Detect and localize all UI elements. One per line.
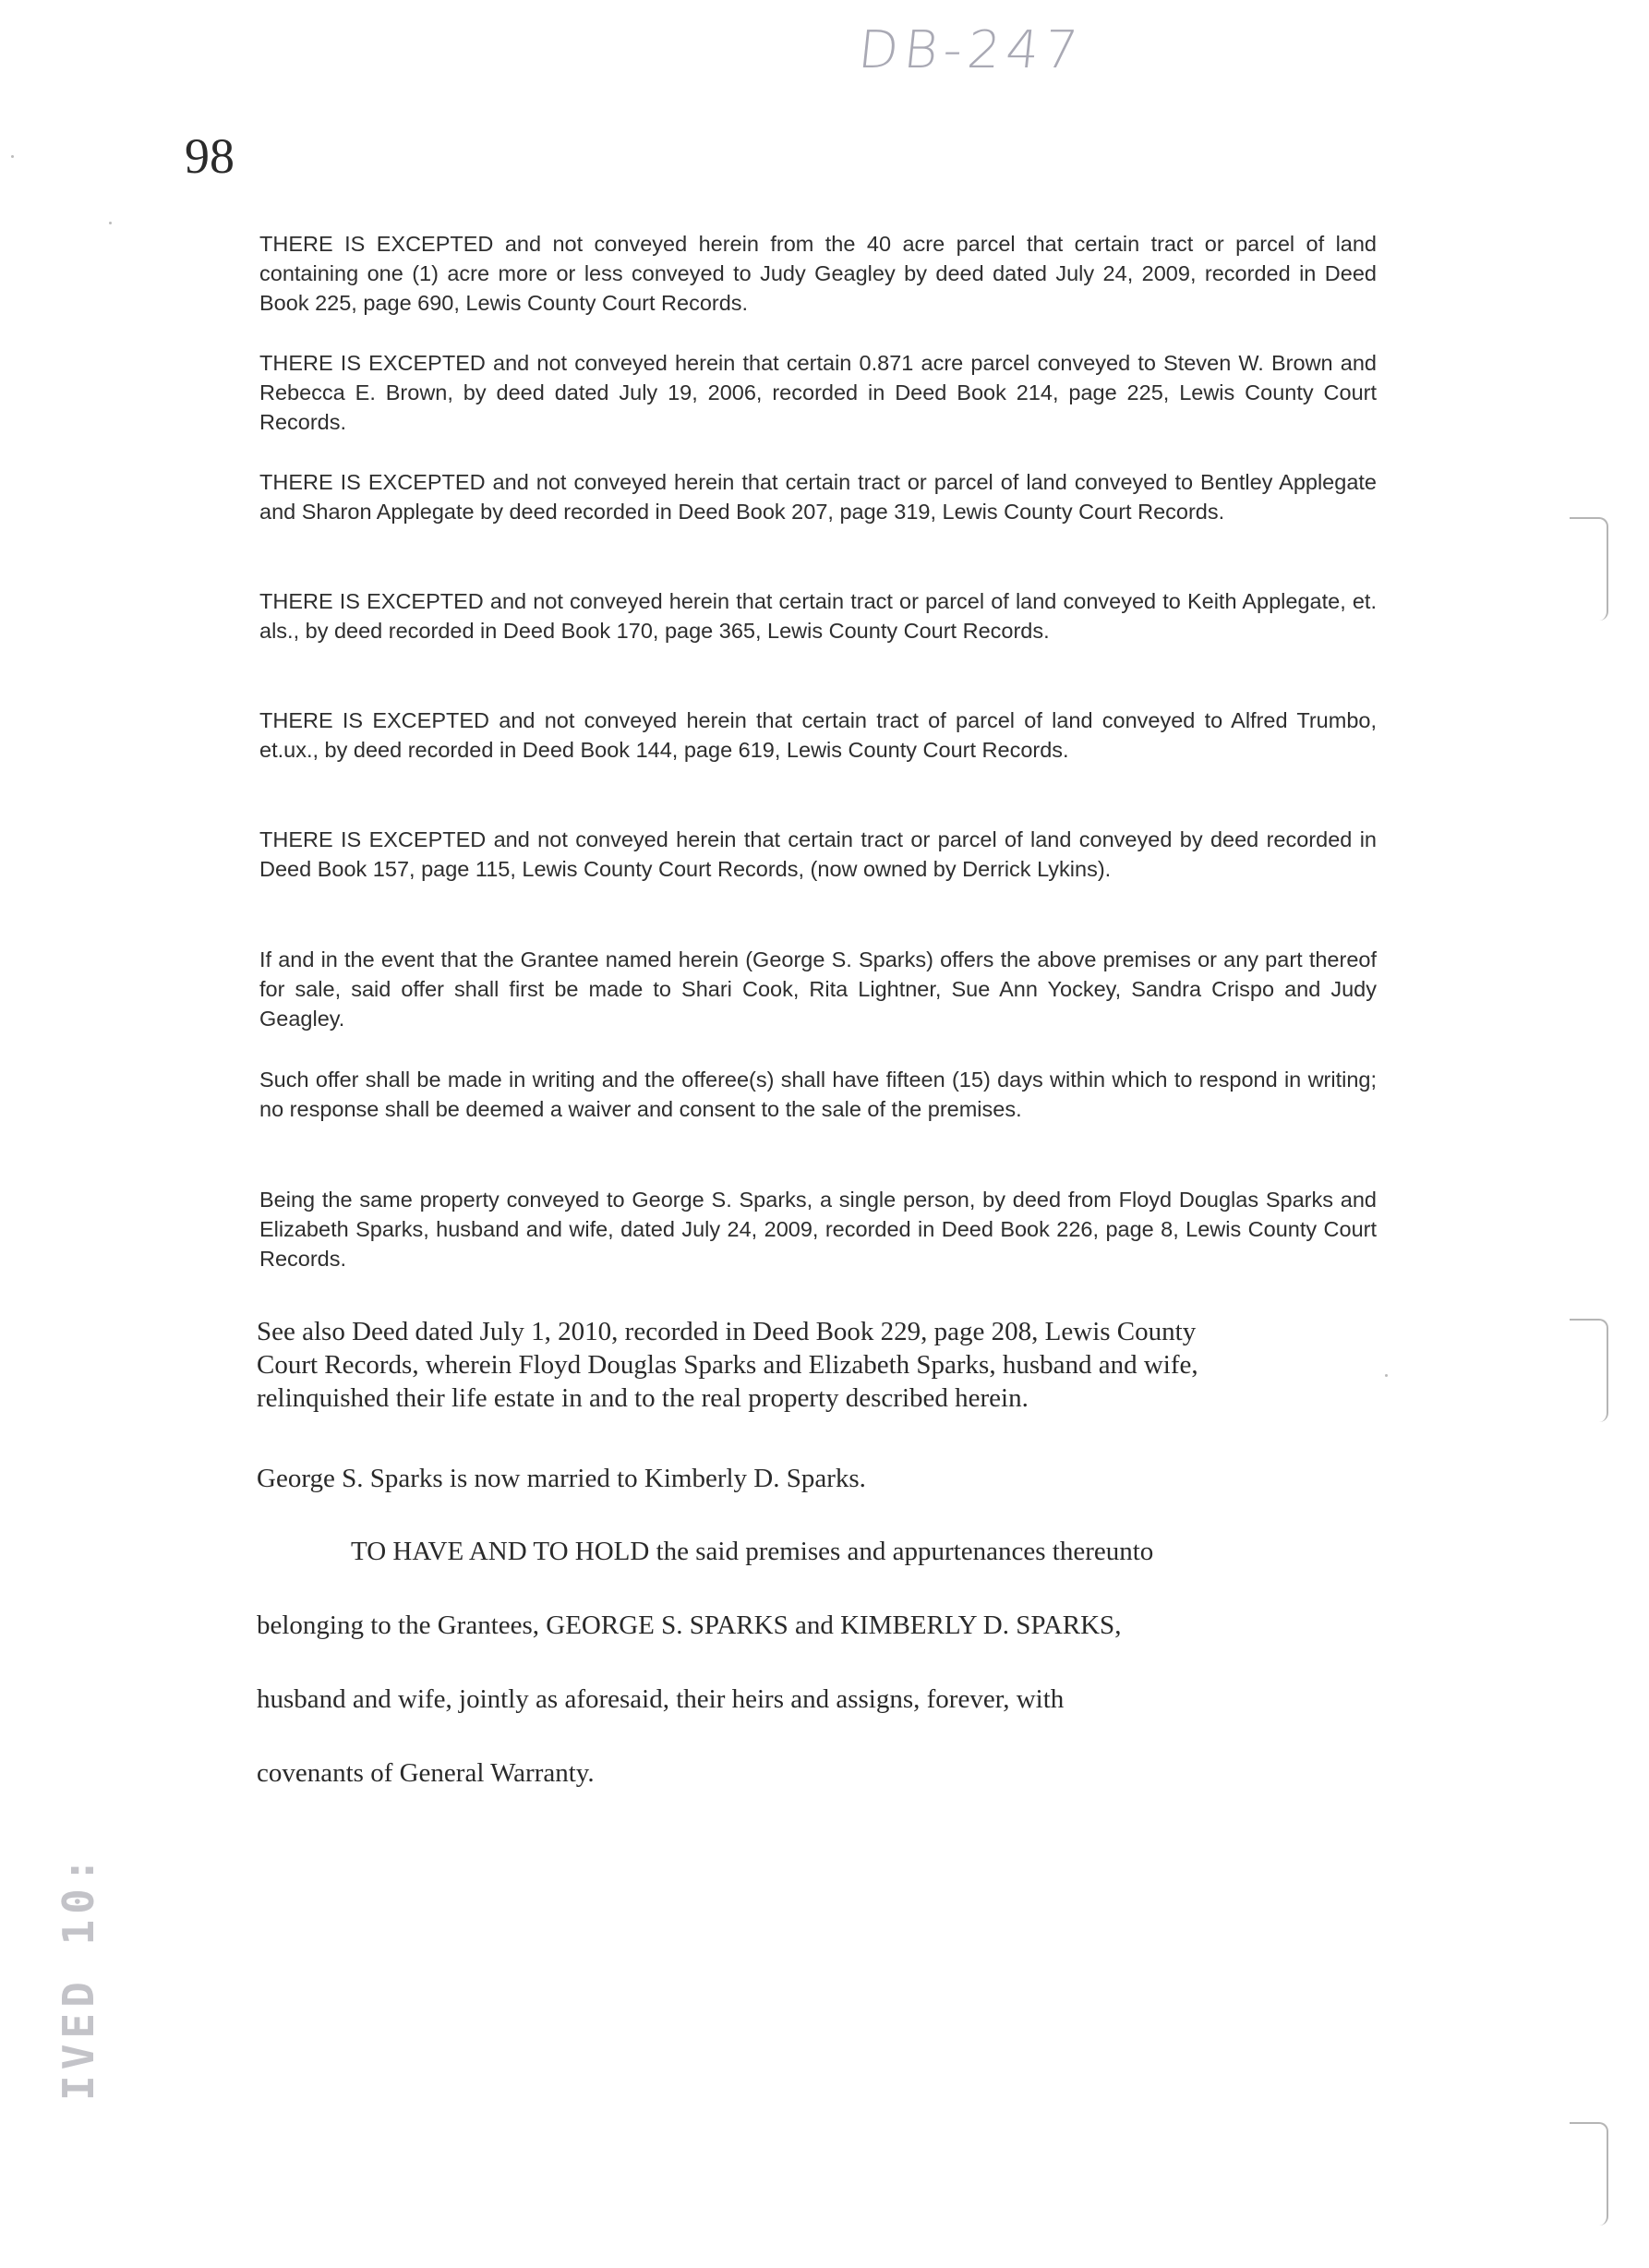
offer-terms-paragraph: Such offer shall be made in writing and the offeree(s) shall have fifteen (15) days within which to respond in writing; no response shall be deemed a waiver and consent to the sale of the premises. xyxy=(259,1068,1377,1121)
scan-speck xyxy=(109,222,112,224)
habendum-line-4: covenants of General Warranty. xyxy=(257,1758,595,1788)
page-number: 98 xyxy=(185,128,235,184)
handwritten-reference-note: DB-247 xyxy=(855,20,1087,80)
exception-paragraph-6: THERE IS EXCEPTED and not conveyed herein that certain tract or parcel of land conveyed by deed recorded in Deed Book 157, page 115, Lewis County Court Records, (now owned by Derrick Lykins). xyxy=(259,827,1377,881)
habendum-line-3: husband and wife, jointly as aforesaid, their heirs and assigns, forever, with xyxy=(257,1684,1065,1714)
scan-edge-mark-3 xyxy=(1570,2122,1608,2226)
marriage-note: George S. Sparks is now married to Kimberly D. Sparks. xyxy=(257,1464,866,1493)
scan-speck xyxy=(11,155,14,158)
exception-paragraph-5: THERE IS EXCEPTED and not conveyed herein that certain tract of parcel of land conveyed to Alfred Trumbo, et.ux., by deed recorded in Deed Book 144, page 619, Lewis County Court Records. xyxy=(259,708,1377,762)
see-also-line-2: Court Records, wherein Floyd Douglas Sparks and Elizabeth Sparks, husband and wife, xyxy=(257,1350,1198,1380)
see-also-line-1: See also Deed dated July 1, 2010, recorded in Deed Book 229, page 208, Lewis County xyxy=(257,1317,1197,1346)
habendum-line-2: belonging to the Grantees, GEORGE S. SPARKS and KIMBERLY D. SPARKS, xyxy=(257,1611,1122,1640)
exception-paragraph-3: THERE IS EXCEPTED and not conveyed herein that certain tract or parcel of land conveyed to Bentley Applegate and Sharon Applegate by deed recorded in Deed Book 207, page 319, Lewis County Court Records. xyxy=(259,470,1377,524)
exception-paragraph-4: THERE IS EXCEPTED and not conveyed herein that certain tract or parcel of land conveyed to Keith Applegate, et. als., by deed recorded in Deed Book 170, page 365, Lewis County Court Records. xyxy=(259,589,1377,643)
right-of-first-refusal-paragraph: If and in the event that the Grantee named herein (George S. Sparks) offers the above premises or any part thereof for sale, said offer shall first be made to Shari Cook, Rita Lightner, Sue Ann Yockey, Sandra Crispo and Judy Geagley. xyxy=(259,947,1377,1031)
habendum-line-1: TO HAVE AND TO HOLD the said premises and appurtenances thereunto xyxy=(351,1537,1154,1566)
scan-edge-mark-1 xyxy=(1570,517,1608,621)
source-deed-paragraph: Being the same property conveyed to George S. Sparks, a single person, by deed from Floyd Douglas Sparks and Elizabeth Sparks, husband and wife, dated July 24, 2009, recorded in Deed Book 226, page 8, Lewis County Court Records. xyxy=(259,1188,1377,1271)
see-also-line-3: relinquished their life estate in and to the real property described herein. xyxy=(257,1383,1029,1413)
scan-edge-mark-2 xyxy=(1570,1319,1608,1422)
scan-speck xyxy=(1385,1374,1388,1377)
exception-paragraph-2: THERE IS EXCEPTED and not conveyed herein that certain 0.871 acre parcel conveyed to Steven W. Brown and Rebecca E. Brown, by deed dated July 19, 2006, recorded in Deed Book 214, page 225, Lewis County Court Records. xyxy=(259,351,1377,434)
exception-paragraph-1: THERE IS EXCEPTED and not conveyed herein from the 40 acre parcel that certain tract or parcel of land containing one (1) acre more or less conveyed to Judy Geagley by deed dated July 24, 2009, recorded in Deed Book 225, page 690, Lewis County Court Records. xyxy=(259,232,1377,315)
received-stamp: IVED 10: xyxy=(54,1852,103,2101)
